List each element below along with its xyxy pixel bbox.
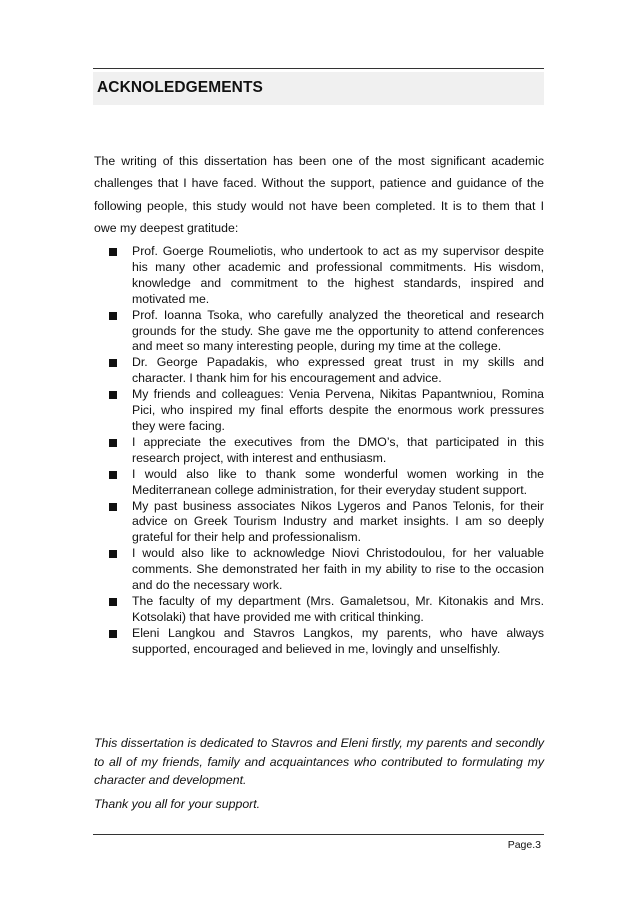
list-item [94, 499, 544, 547]
heading-box [93, 72, 544, 105]
list-item-text: My past business associates Nikos Lygeros and Panos Telonis, for their advice on Greek Tourism Industry and market insights. I am so deeply grateful for their help and professionalism. [132, 498, 544, 545]
footer-rule [93, 834, 544, 835]
list-item-text: The faculty of my department (Mrs. Gamaletsou, Mr. Kitonakis and Mrs. Kotsolaki) that have provided me with critical thinking. [132, 593, 544, 624]
square-bullet-icon [109, 550, 117, 558]
page-number: Page.3 [507, 839, 541, 851]
square-bullet-icon [109, 630, 117, 638]
list-item-text: Prof. Ioanna Tsoka, who carefully analyzed the theoretical and research grounds for the study. She gave me the opportunity to attend conferences and meet so many interesting people, during my time at the college. [132, 307, 544, 354]
square-bullet-icon [109, 598, 117, 606]
page-title: ACKNOLEDGEMENTS [97, 79, 263, 96]
square-bullet-icon [109, 248, 117, 256]
list-item-text: Dr. George Papadakis, who expressed great trust in my skills and character. I thank him for his encouragement and advice. [132, 355, 544, 386]
list-item [94, 594, 544, 626]
list-item-text: I would also like to thank some wonderful women working in the Mediterranean college administration, for their everyday student support. [132, 466, 544, 497]
list-item-text: My friends and colleagues: Venia Pervena, Nikitas Papantwniou, Romina Pici, who inspired my final efforts despite the enormous work pressures they were facing. [132, 387, 544, 433]
list-item-text: I appreciate the executives from the DMO’s, that participated in this research project, with interest and enthusiasm. [132, 434, 544, 465]
list-item [94, 244, 544, 308]
square-bullet-icon [109, 471, 117, 479]
list-item [94, 546, 544, 594]
acknowledgement-list [94, 244, 544, 658]
list-item [94, 626, 544, 658]
list-item-text: Prof. Goerge Roumeliotis, who undertook to act as my supervisor despite his many other academic and professional commitments. His wisdom, knowledge and commitment to the highest standards, inspired and motivated me. [132, 244, 544, 306]
thanks-line: Thank you all for your support. [94, 797, 261, 811]
dedication-paragraph: This dissertation is dedicated to Stavros and Eleni firstly, my parents and secondly to all of my friends, family and acquaintances who contributed to formulating my character and development. [94, 736, 544, 787]
list-item-text: Eleni Langkou and Stavros Langkos, my parents, who have always supported, encouraged and believed in me, lovingly and unselfishly. [132, 625, 544, 656]
intro-paragraph: The writing of this dissertation has been one of the most significant academic challenges that I have faced. Without the support, patience and guidance of the following people, this study would not have been completed. It is to them that I owe my deepest gratitude: [94, 154, 544, 235]
square-bullet-icon [109, 503, 117, 511]
square-bullet-icon [109, 359, 117, 367]
square-bullet-icon [109, 439, 117, 447]
list-item [94, 387, 544, 435]
square-bullet-icon [109, 312, 117, 320]
header-rule [93, 68, 544, 69]
list-item [94, 467, 544, 499]
list-item [94, 435, 544, 467]
list-item [94, 355, 544, 387]
square-bullet-icon [109, 391, 117, 399]
list-item [94, 308, 544, 356]
list-item-text: I would also like to acknowledge Niovi Christodoulou, for her valuable comments. She demonstrated her faith in my ability to rise to the occasion and do the necessary work. [132, 546, 544, 593]
